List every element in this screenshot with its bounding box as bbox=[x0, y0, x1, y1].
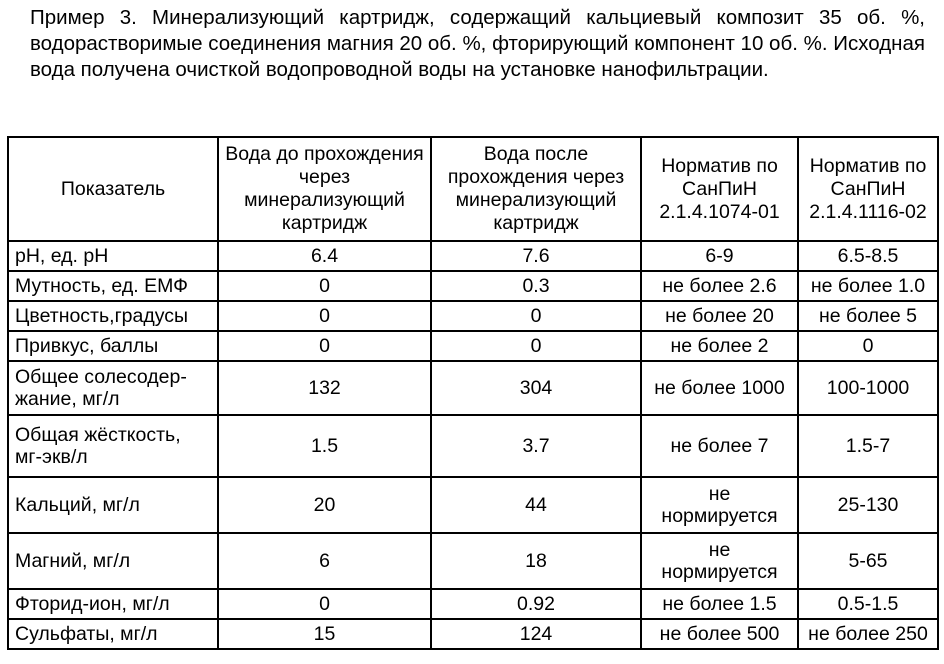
table-header-row bbox=[8, 137, 938, 241]
header-norm-1116: Норматив по СанПиН 2.1.4.1116-02 bbox=[798, 137, 938, 241]
cell-after: 3.7 bbox=[431, 415, 641, 477]
cell-after: 0 bbox=[431, 331, 641, 361]
table-row bbox=[8, 533, 938, 589]
cell-norm-1074: 6-9 bbox=[641, 241, 798, 271]
row-label: Магний, мг/л bbox=[8, 533, 218, 589]
cell-after: 44 bbox=[431, 477, 641, 533]
cell-norm-1116: не более 250 bbox=[798, 619, 938, 649]
cell-norm-1074: не нормируется bbox=[641, 533, 798, 589]
table-row bbox=[8, 331, 938, 361]
cell-after: 0.92 bbox=[431, 589, 641, 619]
row-label: Кальций, мг/л bbox=[8, 477, 218, 533]
cell-before: 132 bbox=[218, 361, 431, 415]
header-water-after: Вода после прохождения через минерализующий картридж bbox=[431, 137, 641, 241]
cell-norm-1074: не более 500 bbox=[641, 619, 798, 649]
table-row bbox=[8, 271, 938, 301]
cell-after: 18 bbox=[431, 533, 641, 589]
cell-before: 20 bbox=[218, 477, 431, 533]
row-label: Привкус, баллы bbox=[8, 331, 218, 361]
cell-norm-1116: 6.5-8.5 bbox=[798, 241, 938, 271]
table-row bbox=[8, 301, 938, 331]
cell-norm-1074: не более 1000 bbox=[641, 361, 798, 415]
cell-norm-1074: не более 2.6 bbox=[641, 271, 798, 301]
row-label: Сульфаты, мг/л bbox=[8, 619, 218, 649]
cell-norm-1074: не более 20 bbox=[641, 301, 798, 331]
water-quality-table bbox=[7, 136, 939, 650]
table-row bbox=[8, 415, 938, 477]
cell-norm-1116: не более 1.0 bbox=[798, 271, 938, 301]
table-row bbox=[8, 241, 938, 271]
table-row bbox=[8, 361, 938, 415]
cell-before: 0 bbox=[218, 301, 431, 331]
cell-after: 0.3 bbox=[431, 271, 641, 301]
cell-norm-1074: не более 1.5 bbox=[641, 589, 798, 619]
cell-after: 304 bbox=[431, 361, 641, 415]
example-description: Пример 3. Минерализующий картридж, содержащий кальциевый композит 35 об. %, водорастворимые соединения магния 20 об. %, фторирующий компонент 10 об. %. Исходная вода получена очисткой водопроводной воды на установке нанофильтрации. bbox=[30, 6, 925, 81]
cell-norm-1116: 0.5-1.5 bbox=[798, 589, 938, 619]
cell-before: 6 bbox=[218, 533, 431, 589]
cell-before: 6.4 bbox=[218, 241, 431, 271]
header-parameter: Показатель bbox=[8, 137, 218, 241]
cell-norm-1074: не более 2 bbox=[641, 331, 798, 361]
row-label: Цветность,градусы bbox=[8, 301, 218, 331]
table-row bbox=[8, 477, 938, 533]
cell-before: 0 bbox=[218, 589, 431, 619]
cell-norm-1116: 1.5-7 bbox=[798, 415, 938, 477]
table-row bbox=[8, 589, 938, 619]
cell-before: 0 bbox=[218, 271, 431, 301]
cell-before: 1.5 bbox=[218, 415, 431, 477]
cell-norm-1116: 25-130 bbox=[798, 477, 938, 533]
cell-norm-1116: не более 5 bbox=[798, 301, 938, 331]
table-row bbox=[8, 619, 938, 649]
cell-before: 15 bbox=[218, 619, 431, 649]
row-label: Общая жёсткость, мг-экв/л bbox=[8, 415, 218, 477]
cell-after: 7.6 bbox=[431, 241, 641, 271]
header-water-before: Вода до прохождения через минерализующий картридж bbox=[218, 137, 431, 241]
row-label: Общее солесодер-жание, мг/л bbox=[8, 361, 218, 415]
cell-norm-1074: не нормируется bbox=[641, 477, 798, 533]
cell-after: 124 bbox=[431, 619, 641, 649]
cell-norm-1074: не более 7 bbox=[641, 415, 798, 477]
cell-after: 0 bbox=[431, 301, 641, 331]
header-norm-1074: Норматив по СанПиН 2.1.4.1074-01 bbox=[641, 137, 798, 241]
row-label: рН, ед. рН bbox=[8, 241, 218, 271]
row-label: Фторид-ион, мг/л bbox=[8, 589, 218, 619]
cell-norm-1116: 0 bbox=[798, 331, 938, 361]
cell-before: 0 bbox=[218, 331, 431, 361]
cell-norm-1116: 5-65 bbox=[798, 533, 938, 589]
row-label: Мутность, ед. ЕМФ bbox=[8, 271, 218, 301]
cell-norm-1116: 100-1000 bbox=[798, 361, 938, 415]
